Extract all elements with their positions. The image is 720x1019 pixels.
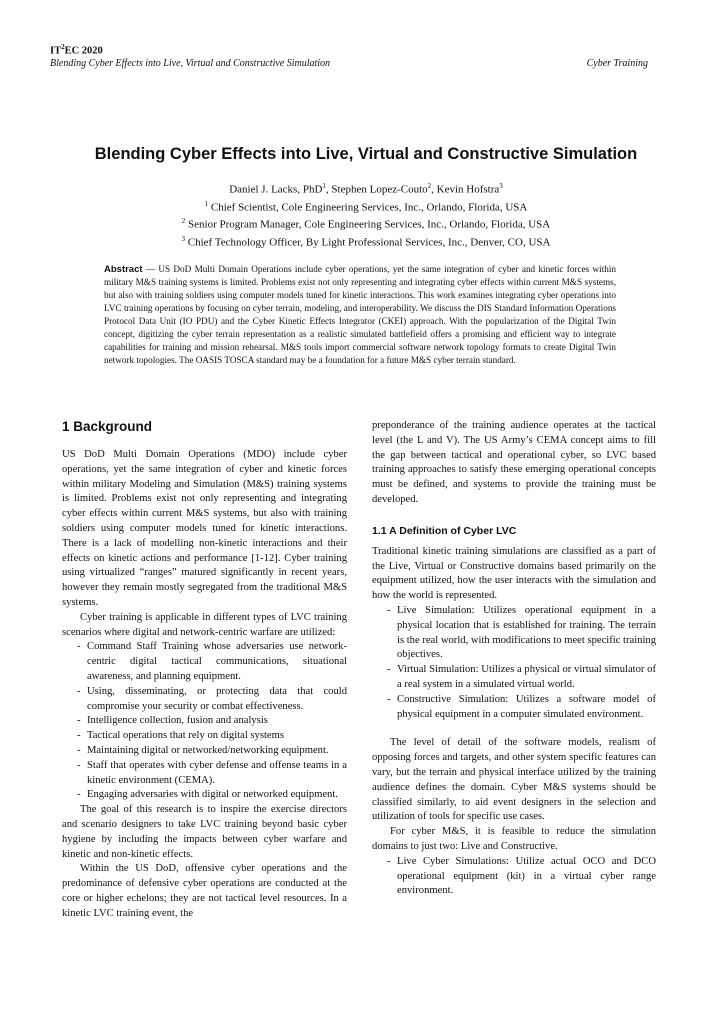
right-column — [372, 419, 656, 899]
author-name: Kevin Hofstra — [436, 183, 500, 196]
subsection-heading: 1.1 A Definition of Cyber LVC — [372, 524, 517, 537]
list-item: - Command Staff Training whose adversaries use network-centric digital tactical communications, situational awareness, and planning equipment. — [87, 640, 347, 684]
paragraph: For cyber M&S, it is feasible to reduce the simulation domains to just two: Live and Constructive. — [372, 826, 656, 852]
list-item: - Live Cyber Simulations: Utilize actual OCO and DCO operational equipment (kit) in a virtual cyber range environment. — [397, 855, 656, 899]
abstract-text: — US DoD Multi Domain Operations include cyber operations, yet the same integration of cyber and kinetic forces within military M&S training systems is limited. Problems exist not only representing and integrating cyber effects within current M&S systems, but also with training soldiers using computer models tuned for kinetic interactions. This work examines integrating cyber operations into LVC training operations by focusing on cyber terrain, modeling, and interoperability. We discuss the DIS Standard Information Operations Protocol Data Unit (IO PDU) and the Cyber Kinetic Effects Integrator (CKEI) approach. With the popularization of the Digital Twin concept, digitizing the cyber terrain representation as a realistic simulated battlefield offers a promising and efficient way to integrate capabilities for training and mission rehearsal. M&S tools import commercial software network topology formats to create Digital Twin network topologies. The OASIS TOSCA standard may be a foundation for a future M&S cyber terrain standard. — [104, 264, 616, 365]
paragraph: The level of detail of the software models, realism of opposing forces and targets, and other system specific features can vary, but the terrain and physical interface utilized by the training audience defines the domain. Cyber M&S systems should be classified similarly, to aid event designers in the selection and utilization of tools for specific use cases. — [372, 737, 656, 823]
author-list: Daniel J. Lacks, PhD$^1$, Stephen Lopez-Couto$^2$, Kevin Hofstra$^3$ — [229, 182, 503, 196]
affiliation: $^1$ Chief Scientist, Cole Engineering Services, Inc., Orlando, Florida, USA — [204, 199, 528, 214]
abstract-label: Abstract — [104, 264, 143, 275]
paragraph: preponderance of the training audience operates at the tactical level (the L and V). The US Army’s CEMA concept aims to fill the gap between tactical and operational cyber, so LVC based training approaches to satisfy these emerging operational concepts must be defined, and systems to provide the training must be developed. — [372, 420, 656, 505]
left-column — [62, 419, 347, 922]
list-item: - Engaging adversaries with digital or networked equipment. — [87, 788, 347, 803]
running-title: Blending Cyber Effects into Live, Virtual and Constructive Simulation — [50, 58, 331, 69]
list-item: - Maintaining digital or networked/networking equipment. — [87, 744, 347, 759]
paragraph: US DoD Multi Domain Operations (MDO) include cyber operations, yet the same integration of cyber and kinetic forces within military Modeling and Simulation (M&S) training systems is limited. Problems exist not only representing and integrating cyber effects within current M&S systems, but also with training soldiers using computer models tuned for kinetic interactions. There is a lack of modelling non-kinetic interactions and their effects on kinetic actions and performance [1-12]. Cyber training using virtualized “ranges” matured significantly in recent years, however they remain mostly segregated from the traditional M&S systems. — [62, 449, 347, 608]
list-item: - Constructive Simulation: Utilizes a software model of physical equipment in a computer simulated environment. — [397, 693, 656, 723]
list-item: - Intelligence collection, fusion and analysis — [87, 714, 347, 729]
paragraph: The goal of this research is to inspire the exercise directors and scenario designers to take LVC training beyond basic cyber hygiene by including the impacts between cyber warfare and kinetic and non-kinetic effects. — [62, 804, 347, 860]
paragraph: Traditional kinetic training simulations are classified as a part of the Live, Virtual or Constructive domains based primarily on the equipment utilized, how the user interacts with the simulation and how the world is represented. — [372, 545, 656, 602]
affiliation: $^2$ Senior Program Manager, Cole Engineering Services, Inc., Orlando, Florida, USA — [181, 217, 551, 231]
list-item: - Tactical operations that rely on digital systems — [87, 729, 347, 744]
section-heading: 1 Background — [62, 419, 153, 434]
bullet-list — [62, 640, 347, 803]
author-name: Stephen Lopez-Couto — [331, 183, 428, 196]
conference-name: $IT^2EC$ 2020 — [50, 43, 103, 57]
list-item: - Staff that operates with cyber defense and offense teams in a kinetic environment (CEMA). — [87, 759, 347, 789]
author-block — [0, 179, 720, 250]
paragraph: Cyber training is applicable in different types of LVC training scenarios where digital and network-centric warfare are utilized: — [62, 611, 347, 638]
bullet-list — [372, 604, 656, 722]
abstract — [104, 263, 616, 367]
bullet-list — [372, 855, 656, 899]
affiliation: $^3$ Chief Technology Officer, By Light Professional Services, Inc., Denver, CO, USA — [181, 234, 551, 249]
author-name: Daniel J. Lacks, PhD — [229, 183, 323, 196]
list-item: - Virtual Simulation: Utilizes a physical or virtual simulator of a real system in a simulated virtual world. — [397, 663, 656, 693]
paper-title: Blending Cyber Effects into Live, Virtual and Constructive Simulation — [94, 145, 638, 163]
paragraph: Within the US DoD, offensive cyber operations and the predominance of defensive cyber operations are conducted at the core or higher echelons; they are not tactical level resources. In a kinetic LVC training event, the — [62, 863, 347, 919]
list-item: - Using, disseminating, or protecting data that could compromise your security or combat effectiveness. — [87, 685, 347, 715]
track-name: Cyber Training — [586, 58, 648, 69]
list-item: - Live Simulation: Utilizes operational equipment in a physical location that is established for training. The terrain is the real world, with modifications to meet specific training objectives. — [397, 604, 656, 663]
